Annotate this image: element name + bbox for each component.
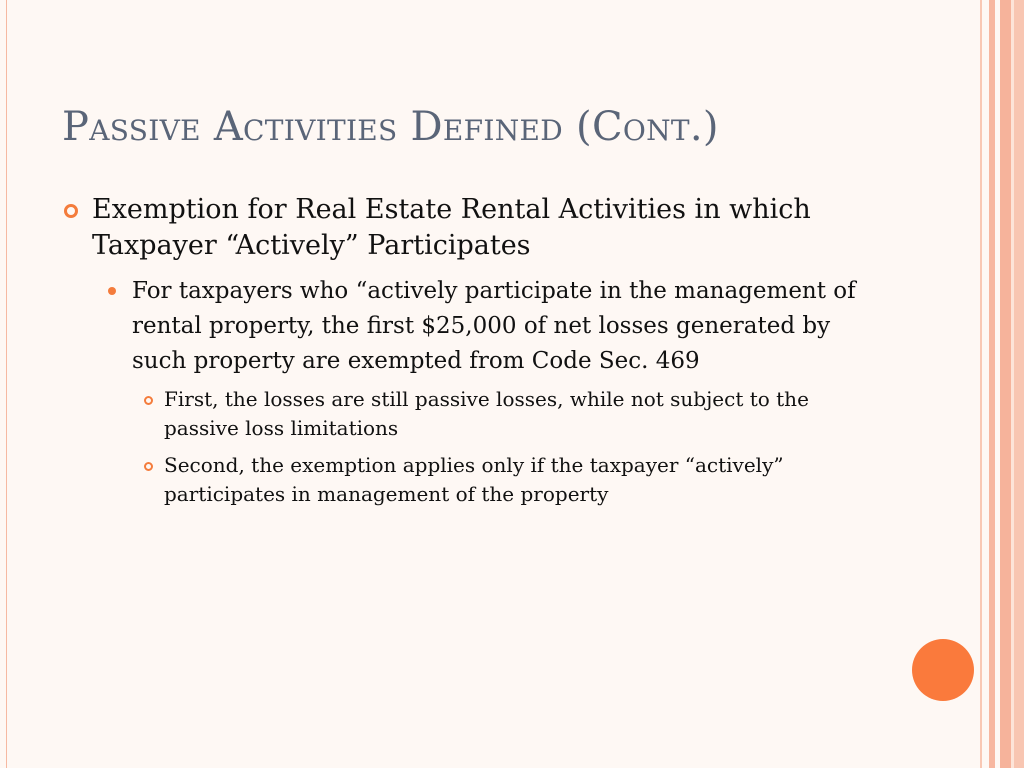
slide-title: Passive Activities Defined (Cont.) — [62, 104, 719, 150]
right-stripe — [980, 0, 982, 768]
bullet-level-2 — [132, 274, 882, 379]
right-stripe — [995, 0, 999, 768]
dot-bullet-icon — [108, 287, 116, 295]
decorative-circle — [912, 639, 974, 701]
small-ring-bullet-icon — [144, 462, 153, 471]
right-stripe — [1014, 0, 1024, 768]
left-frame-line — [6, 0, 7, 768]
bullet-text: First, the losses are still passive losses, while not subject to the passive loss limitations — [164, 387, 809, 440]
bullet-level-3 — [164, 385, 882, 443]
bullet-level-1 — [62, 192, 882, 264]
bullet-text: For taxpayers who “actively participate in the management of rental property, the first $25,000 of net losses generated by such property are exempted from Code Sec. 469 — [132, 278, 856, 374]
bullet-text: Second, the exemption applies only if the taxpayer “actively” participates in management of the property — [164, 453, 784, 506]
slide-content — [62, 192, 882, 517]
bullet-text: Exemption for Real Estate Rental Activities in which Taxpayer “Actively” Participates — [92, 194, 811, 261]
small-ring-bullet-icon — [144, 396, 153, 405]
right-stripe — [1000, 0, 1011, 768]
right-stripe — [984, 0, 986, 768]
ring-bullet-icon — [64, 204, 78, 218]
bullet-level-3 — [164, 451, 882, 509]
